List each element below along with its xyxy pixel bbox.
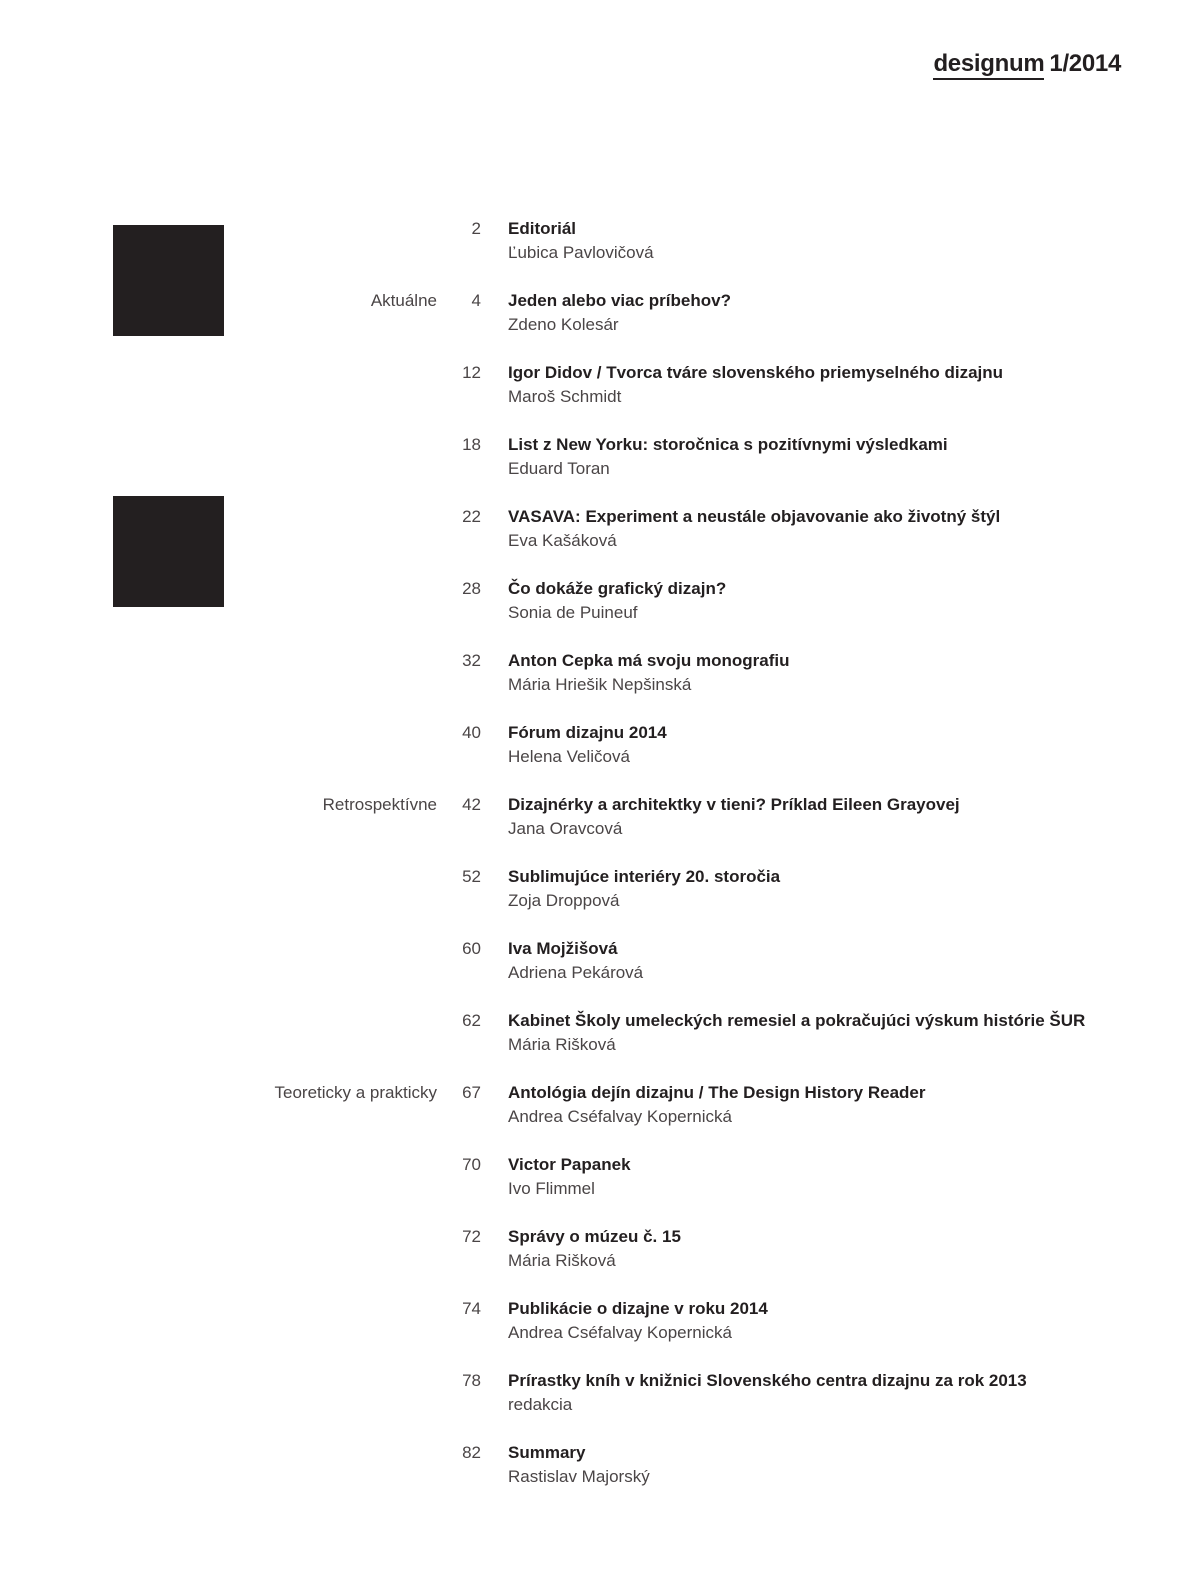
toc-entry xyxy=(0,1081,1181,1153)
article-title: VASAVA: Experiment a neustále objavovanie ako životný štýl xyxy=(508,507,1001,526)
page-number: 70 xyxy=(462,1155,481,1174)
page-number: 12 xyxy=(462,363,481,382)
article-title: List z New Yorku: storočnica s pozitívnymi výsledkami xyxy=(508,435,948,454)
page-number: 40 xyxy=(462,723,481,742)
toc-entry xyxy=(0,505,1181,577)
article-author: Ľubica Pavlovičová xyxy=(508,243,654,262)
page-number: 60 xyxy=(462,939,481,958)
article-author: Helena Veličová xyxy=(508,747,630,766)
article-author: Ivo Flimmel xyxy=(508,1179,595,1198)
page-number: 72 xyxy=(462,1227,481,1246)
toc-entry xyxy=(0,793,1181,865)
article-title: Anton Cepka má svoju monografiu xyxy=(508,651,790,670)
toc-entry xyxy=(0,1153,1181,1225)
toc-entry xyxy=(0,937,1181,1009)
toc-entry xyxy=(0,289,1181,361)
toc-entry xyxy=(0,1441,1181,1513)
article-author: Mária Rišková xyxy=(508,1035,616,1054)
article-title: Jeden alebo viac príbehov? xyxy=(508,291,731,310)
article-title: Sublimujúce interiéry 20. storočia xyxy=(508,867,781,886)
toc-entry xyxy=(0,649,1181,721)
masthead xyxy=(933,50,1121,80)
page-number: 67 xyxy=(462,1083,481,1102)
section-label: Aktuálne xyxy=(370,291,437,310)
article-author: Andrea Cséfalvay Kopernická xyxy=(508,1323,732,1342)
article-title: Antológia dejín dizajnu / The Design History Reader xyxy=(508,1083,926,1102)
magazine-brand: designum xyxy=(933,50,1044,80)
toc-entry xyxy=(0,1225,1181,1297)
page-number: 62 xyxy=(462,1011,481,1030)
article-title: Iva Mojžišová xyxy=(508,939,618,958)
article-author: Andrea Cséfalvay Kopernická xyxy=(508,1107,732,1126)
article-title: Victor Papanek xyxy=(508,1155,631,1174)
page-number: 22 xyxy=(462,507,481,526)
section-label: Retrospektívne xyxy=(322,795,437,814)
article-author: Eva Kašáková xyxy=(508,531,617,550)
article-title: Igor Didov / Tvorca tváre slovenského priemyselného dizajnu xyxy=(508,363,1004,382)
article-author: Zdeno Kolesár xyxy=(508,315,619,334)
toc-entry xyxy=(0,361,1181,433)
article-author: Maroš Schmidt xyxy=(508,387,622,406)
article-author: Mária Hriešik Nepšinská xyxy=(508,675,692,694)
article-title: Fórum dizajnu 2014 xyxy=(508,723,667,742)
page-number: 28 xyxy=(462,579,481,598)
article-title: Správy o múzeu č. 15 xyxy=(508,1227,681,1246)
toc-entry xyxy=(0,433,1181,505)
article-author: Mária Rišková xyxy=(508,1251,616,1270)
table-of-contents xyxy=(0,217,1181,1513)
page-number: 18 xyxy=(462,435,481,454)
article-title: Editoriál xyxy=(508,219,577,238)
section-label: Teoreticky a prakticky xyxy=(274,1083,437,1102)
toc-entry xyxy=(0,721,1181,793)
article-title: Dizajnérky a architektky v tieni? Príklad Eileen Grayovej xyxy=(508,795,960,814)
article-title: Publikácie o dizajne v roku 2014 xyxy=(508,1299,768,1318)
article-author: Jana Oravcová xyxy=(508,819,623,838)
issue-number: 1/2014 xyxy=(1049,50,1121,77)
article-author: Adriena Pekárová xyxy=(508,963,644,982)
toc-entry xyxy=(0,1297,1181,1369)
page-number: 82 xyxy=(462,1443,481,1462)
page-number: 32 xyxy=(462,651,481,670)
article-author: Sonia de Puineuf xyxy=(508,603,638,622)
toc-entry xyxy=(0,865,1181,937)
toc-entry xyxy=(0,1369,1181,1441)
page-number: 4 xyxy=(471,291,481,310)
page-number: 42 xyxy=(462,795,481,814)
article-title: Summary xyxy=(508,1443,586,1462)
toc-entry xyxy=(0,1009,1181,1081)
article-author: Rastislav Majorský xyxy=(508,1467,650,1486)
article-title: Prírastky kníh v knižnici Slovenského centra dizajnu za rok 2013 xyxy=(508,1371,1027,1390)
article-title: Kabinet Školy umeleckých remesiel a pokračujúci výskum histórie ŠUR xyxy=(508,1011,1086,1030)
page-number: 78 xyxy=(462,1371,481,1390)
page-number: 52 xyxy=(462,867,481,886)
page-number: 74 xyxy=(462,1299,481,1318)
article-author: Zoja Droppová xyxy=(508,891,620,910)
toc-entry xyxy=(0,577,1181,649)
article-author: redakcia xyxy=(508,1395,573,1414)
article-title: Čo dokáže grafický dizajn? xyxy=(508,579,727,598)
page-number: 2 xyxy=(471,219,481,238)
toc-entry xyxy=(0,217,1181,289)
article-author: Eduard Toran xyxy=(508,459,610,478)
